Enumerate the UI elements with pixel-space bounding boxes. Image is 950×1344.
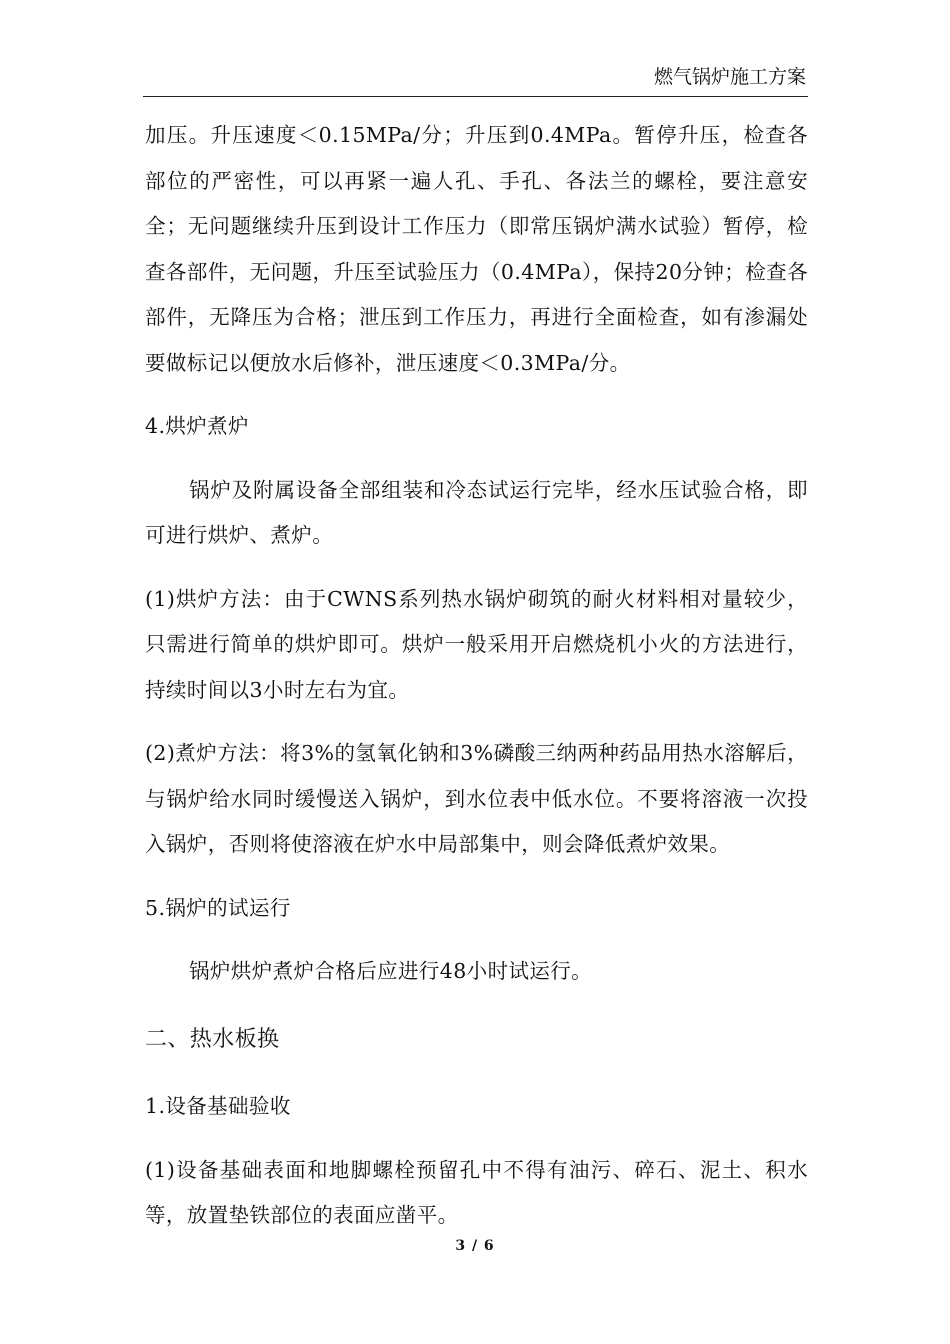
heading-baking-boiling: 4.烘炉煮炉 xyxy=(145,414,249,438)
paragraph-boiling-method: (2)煮炉方法：将3%的氢氧化钠和3%磷酸三纳两种药品用热水溶解后，与锅炉给水同时缓慢送入锅炉，到水位表中低水位。不要将溶液一次投入锅炉，否则将使溶液在炉水中局部集中，则会降低煮炉效果。 xyxy=(145,741,808,856)
header-divider xyxy=(143,96,808,97)
paragraph-trial-run: 锅炉烘炉煮炉合格后应进行48小时试运行。 xyxy=(189,959,593,983)
page-number: 3 / 6 xyxy=(455,1238,495,1254)
document-body xyxy=(145,113,808,1239)
heading-foundation-acceptance: 1.设备基础验收 xyxy=(145,1094,291,1118)
heading-trial-run: 5.锅炉的试运行 xyxy=(145,895,291,920)
paragraph-foundation-surface: (1)设备基础表面和地脚螺栓预留孔中不得有油污、碎石、泥土、积水等，放置垫铁部位的表面应凿平。 xyxy=(145,1157,808,1227)
paragraph-pressure-test: 加压。升压速度＜0.15MPa/分；升压到0.4MPa。暂停升压，检查各部位的严密性，可以再紧一遍人孔、手孔、各法兰的螺栓，要注意安全；无问题继续升压到设计工作压力（即常压锅炉满水试验）暂停，检查各部件，无问题，升压至试验压力（0.4MPa），保持20分钟；检查各部件，无降压为合格；泄压到工作压力，再进行全面检查，如有渗漏处要做标记以便放水后修补，泄压速度＜0.3MPa/分。 xyxy=(145,123,808,375)
section-title-heat-exchanger: 二、热水板换 xyxy=(145,1026,280,1052)
paragraph-baking-method: (1)烘炉方法：由于CWNS系列热水锅炉砌筑的耐火材料相对量较少，只需进行简单的烘炉即可。烘炉一般采用开启燃烧机小火的方法进行，持续时间以3小时左右为宜。 xyxy=(145,586,808,702)
paragraph-baking-intro: 锅炉及附属设备全部组装和冷态试运行完毕，经水压试验合格，即可进行烘炉、煮炉。 xyxy=(145,477,808,547)
running-header: 燃气锅炉施工方案 xyxy=(653,66,806,88)
